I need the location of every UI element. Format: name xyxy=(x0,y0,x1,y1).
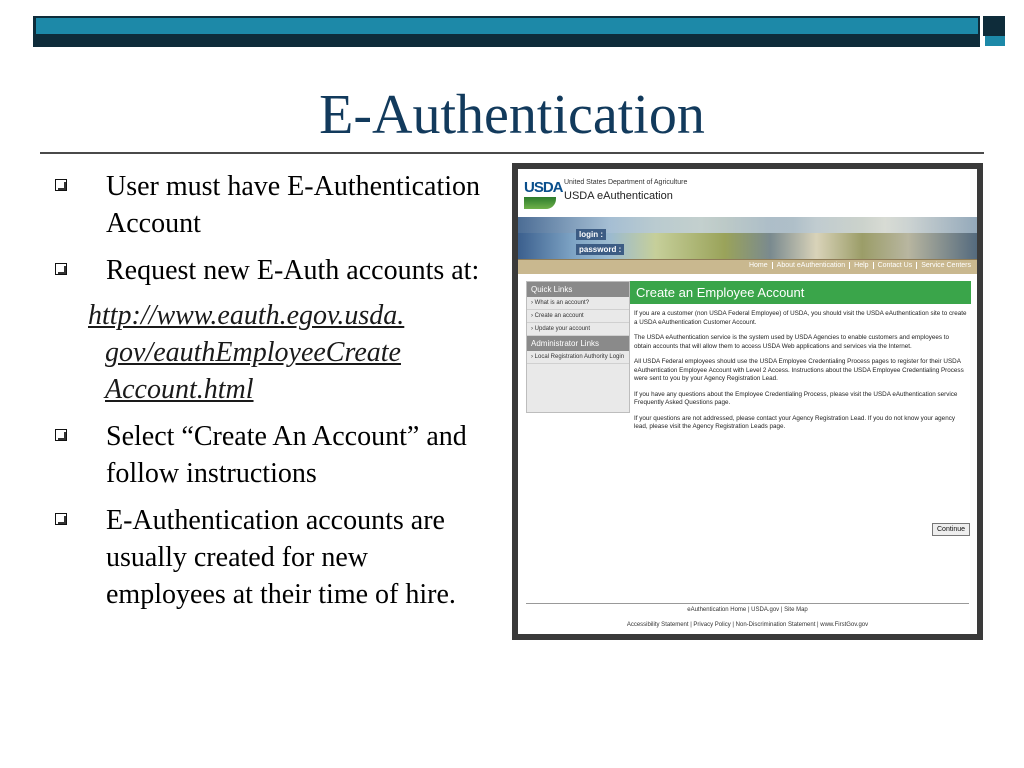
usda-dept-name: United States Department of Agriculture xyxy=(564,179,688,186)
continue-button[interactable]: Continue xyxy=(932,523,970,536)
usda-site-name: USDA eAuthentication xyxy=(564,190,673,202)
sidebar-quick-links-heading: Quick Links xyxy=(527,282,629,297)
content-body xyxy=(630,304,971,445)
usda-header xyxy=(518,169,977,217)
url-line-3[interactable]: Account.html xyxy=(105,374,254,405)
sidebar-item-what-is-account[interactable]: › What is an account? xyxy=(527,297,629,310)
corner-square-dark xyxy=(983,16,1005,36)
checkbox-bullet-icon xyxy=(55,263,67,275)
sidebar-item-create-account[interactable]: › Create an account xyxy=(527,310,629,323)
sidebar-item-lra-login[interactable]: › Local Registration Authority Login xyxy=(527,351,629,364)
bullet-list xyxy=(40,168,490,623)
bullet-text: E-Authentication accounts are usually created for new employees at their time of hire. xyxy=(106,505,456,610)
nav-contact[interactable]: Contact Us xyxy=(873,262,913,269)
usda-logo-icon xyxy=(524,197,556,209)
bullet-text: Select “Create An Account” and follow instructions xyxy=(106,421,467,489)
content-paragraph: The USDA eAuthentication service is the system used by USDA Agencies to enable customers and employees to obtain accounts that will allow them to access USDA Web applications and services via the Internet. xyxy=(634,334,950,350)
sidebar-item-update-account[interactable]: › Update your account xyxy=(527,323,629,336)
checkbox-bullet-icon xyxy=(55,429,67,441)
site-sidebar xyxy=(526,281,630,413)
footer-links-2[interactable]: Accessibility Statement | Privacy Policy | Non-Discrimination Statement | www.FirstGov.gov xyxy=(626,622,869,628)
footer-links-1[interactable]: eAuthentication Home | USDA.gov | Site Map xyxy=(687,607,808,613)
nav-help[interactable]: Help xyxy=(849,262,868,269)
usda-logo: USDA xyxy=(524,179,563,196)
slide-title: E-Authentication xyxy=(319,84,705,146)
bullet-item xyxy=(40,168,490,242)
title-divider xyxy=(40,152,984,154)
bullet-text: User must have E-Authentication Account xyxy=(106,171,481,239)
content-title: Create an Employee Account xyxy=(630,281,971,304)
bullet-text: Request new E-Auth accounts at: xyxy=(106,255,480,286)
website-screenshot xyxy=(512,163,983,640)
photo-banner xyxy=(518,217,977,259)
bullet-item xyxy=(40,252,490,289)
bullet-item xyxy=(40,418,490,492)
account-url-link[interactable] xyxy=(40,297,490,408)
bullet-item xyxy=(40,502,490,613)
checkbox-bullet-icon xyxy=(55,513,67,525)
top-decorative-bar-accent xyxy=(36,18,978,34)
footer-divider xyxy=(526,603,969,604)
nav-service-centers[interactable]: Service Centers xyxy=(916,262,971,269)
site-navbar xyxy=(518,259,977,274)
nav-about[interactable]: About eAuthentication xyxy=(772,262,846,269)
url-line-2[interactable]: gov/eauthEmployeeCreate xyxy=(105,337,401,368)
corner-square-blue xyxy=(985,36,1005,46)
banner-password-label: password : xyxy=(576,244,624,255)
content-paragraph: If your questions are not addressed, please contact your Agency Registration Lead. If you do not know your agency lead, please visit the Agency Registration Leads page. xyxy=(634,414,955,430)
checkbox-bullet-icon xyxy=(55,179,67,191)
content-paragraph: All USDA Federal employees should use the USDA Employee Credentialing Process pages to register for their USDA eAuthentication Employee Account with Level 2 Access. Instructions about the USDA Employee Credentialing Process were sent to you by your Agency Registration Lead. xyxy=(634,358,964,382)
content-paragraph: If you are a customer (non USDA Federal Employee) of USDA, you should visit the USDA eAuthentication site to create a USDA eAuthentication Customer Account. xyxy=(634,310,967,326)
nav-links xyxy=(741,262,971,269)
website-screenshot-inner xyxy=(518,169,977,634)
sidebar-admin-links-heading: Administrator Links xyxy=(527,336,629,351)
url-line-1[interactable]: http://www.eauth.egov.usda. xyxy=(88,300,405,331)
nav-home[interactable]: Home xyxy=(748,262,768,269)
banner-login-label: login : xyxy=(576,229,606,240)
site-content xyxy=(630,281,971,445)
content-paragraph: If you have any questions about the Employee Credentialing Process, please visit the USDA eAuthentication service Frequently Asked Questions page. xyxy=(634,390,958,406)
